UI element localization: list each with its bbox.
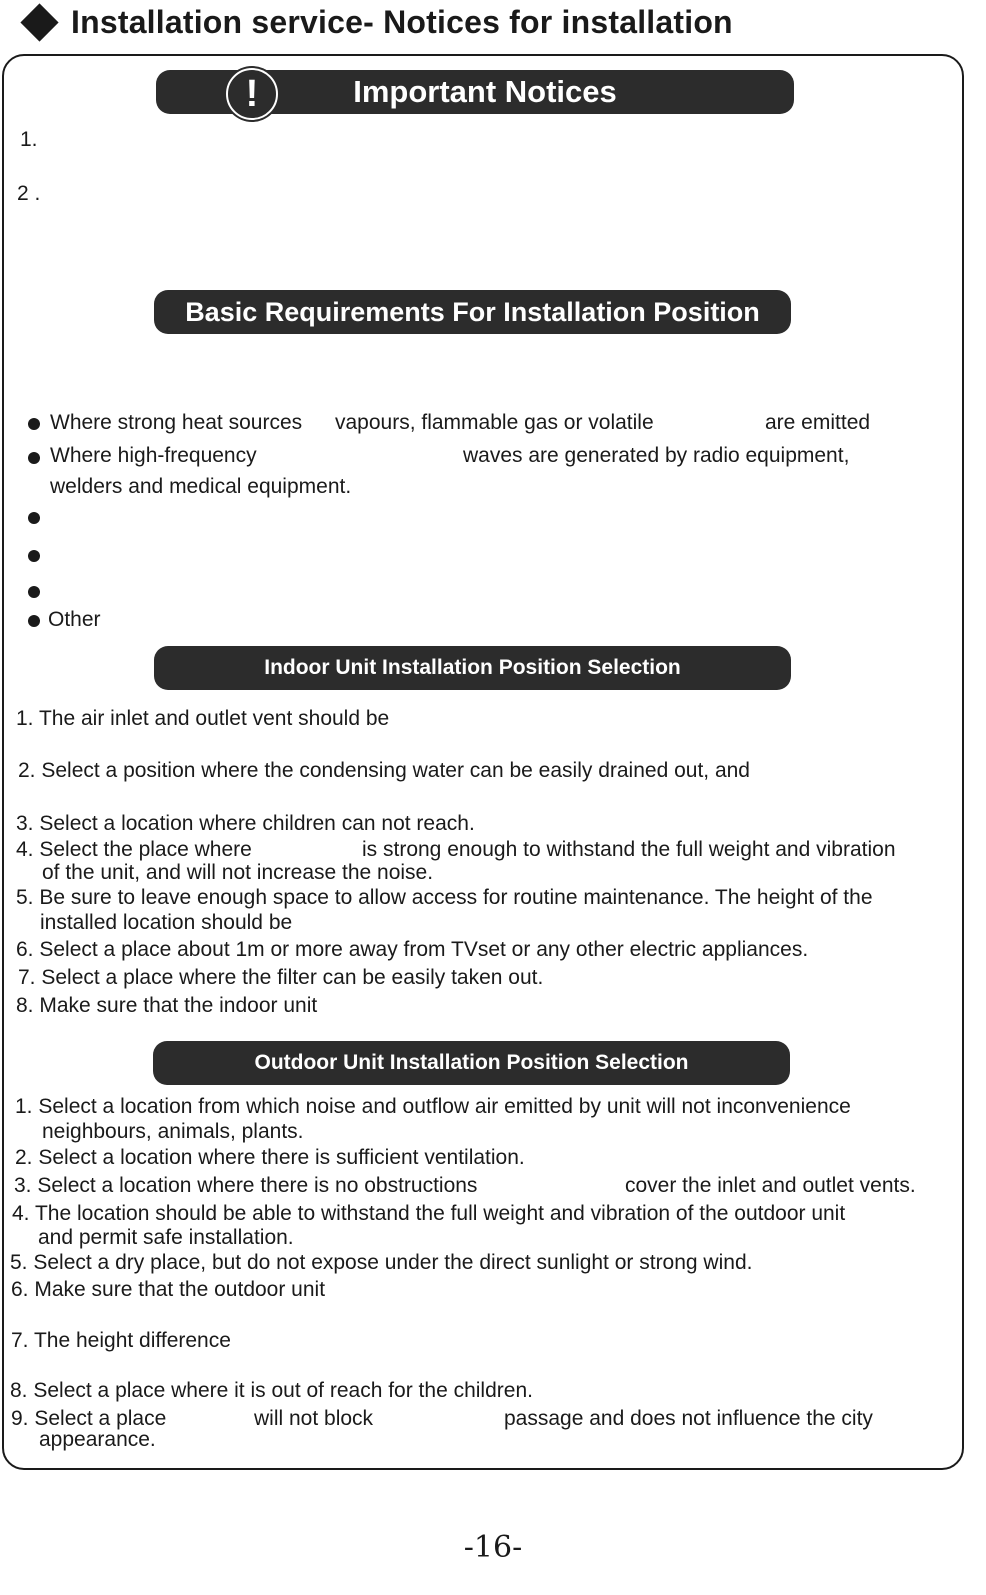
outdoor-selection-banner — [153, 1041, 790, 1085]
basic-bullet-2-cont: welders and medical equipment. — [50, 475, 352, 498]
basic-bullet-6: Other — [48, 608, 101, 631]
indoor-item-2: 2. Select a position where the condensing water can be easily drained out, and — [18, 759, 750, 782]
outdoor-item-3: 3. Select a location where there is no obstructions — [14, 1174, 478, 1197]
outdoor-item-1-cont: neighbours, animals, plants. — [42, 1120, 304, 1143]
outdoor-item-3-b: cover the inlet and outlet vents. — [625, 1174, 916, 1197]
important-notices-heading: Important Notices — [353, 74, 617, 109]
indoor-item-6: 6. Select a place about 1m or more away from TVset or any other electric appliances. — [16, 938, 809, 961]
indoor-item-4-cont: of the unit, and will not increase the noise. — [42, 861, 434, 884]
outdoor-item-9: 9. Select a place — [11, 1407, 167, 1430]
indoor-selection-banner — [154, 646, 791, 690]
outdoor-item-7: 7. The height difference — [11, 1329, 231, 1352]
indoor-item-4: 4. Select the place where — [16, 838, 252, 861]
outdoor-item-4-cont: and permit safe installation. — [38, 1226, 294, 1249]
bullet-icon — [28, 615, 40, 627]
important-item-2: 2 . — [17, 182, 41, 205]
page-title-text: Installation service- Notices for installation — [71, 4, 733, 40]
indoor-item-5: 5. Be sure to leave enough space to allow access for routine maintenance. The height of the — [16, 886, 873, 909]
basic-bullet-1-a: Where strong heat sources — [50, 411, 303, 434]
page-title — [20, 4, 733, 41]
outdoor-item-5: 5. Select a dry place, but do not expose under the direct sunlight or strong wind. — [10, 1251, 753, 1274]
outdoor-item-6: 6. Make sure that the outdoor unit — [11, 1278, 326, 1301]
indoor-item-7: 7. Select a place where the filter can be easily taken out. — [18, 966, 544, 989]
basic-requirements-banner — [154, 290, 791, 334]
basic-bullet-2-a: Where high-frequency — [50, 444, 257, 467]
indoor-item-3: 3. Select a location where children can not reach. — [16, 812, 475, 835]
page-number: -16- — [463, 1530, 523, 1565]
outdoor-item-9-c: passage and does not influence the city — [504, 1407, 873, 1430]
important-notices-banner — [156, 70, 794, 114]
indoor-item-4-b: is strong enough to withstand the full weight and vibration — [362, 838, 896, 861]
indoor-item-1: 1. The air inlet and outlet vent should be — [16, 707, 390, 730]
indoor-item-5-cont: installed location should be — [40, 911, 293, 934]
basic-requirements-heading: Basic Requirements For Installation Position — [185, 296, 760, 327]
outdoor-item-9-b: will not block — [254, 1407, 374, 1430]
bullet-icon — [28, 452, 40, 464]
bullet-icon — [28, 550, 40, 562]
important-item-1: 1. — [20, 128, 38, 151]
diamond-bullet-icon — [20, 3, 58, 41]
bullet-icon — [28, 418, 40, 430]
outdoor-item-4: 4. The location should be able to withstand the full weight and vibration of the outdoor unit — [12, 1202, 846, 1225]
indoor-selection-heading: Indoor Unit Installation Position Selection — [264, 656, 681, 679]
bullet-icon — [28, 512, 40, 524]
outdoor-item-9-cont: appearance. — [39, 1428, 156, 1451]
indoor-item-8: 8. Make sure that the indoor unit — [16, 994, 318, 1017]
exclamation-icon: ! — [226, 68, 278, 120]
basic-bullet-2-b: waves are generated by radio equipment, — [463, 444, 850, 467]
basic-bullet-1-c: are emitted — [765, 411, 871, 434]
outdoor-selection-heading: Outdoor Unit Installation Position Selection — [254, 1051, 689, 1074]
outdoor-item-8: 8. Select a place where it is out of reach for the children. — [10, 1379, 533, 1402]
bullet-icon — [28, 586, 40, 598]
outdoor-item-1: 1. Select a location from which noise and outflow air emitted by unit will not inconvenience — [15, 1095, 851, 1118]
outdoor-item-2: 2. Select a location where there is sufficient ventilation. — [15, 1146, 525, 1169]
basic-bullet-1-b: vapours, flammable gas or volatile — [335, 411, 654, 434]
